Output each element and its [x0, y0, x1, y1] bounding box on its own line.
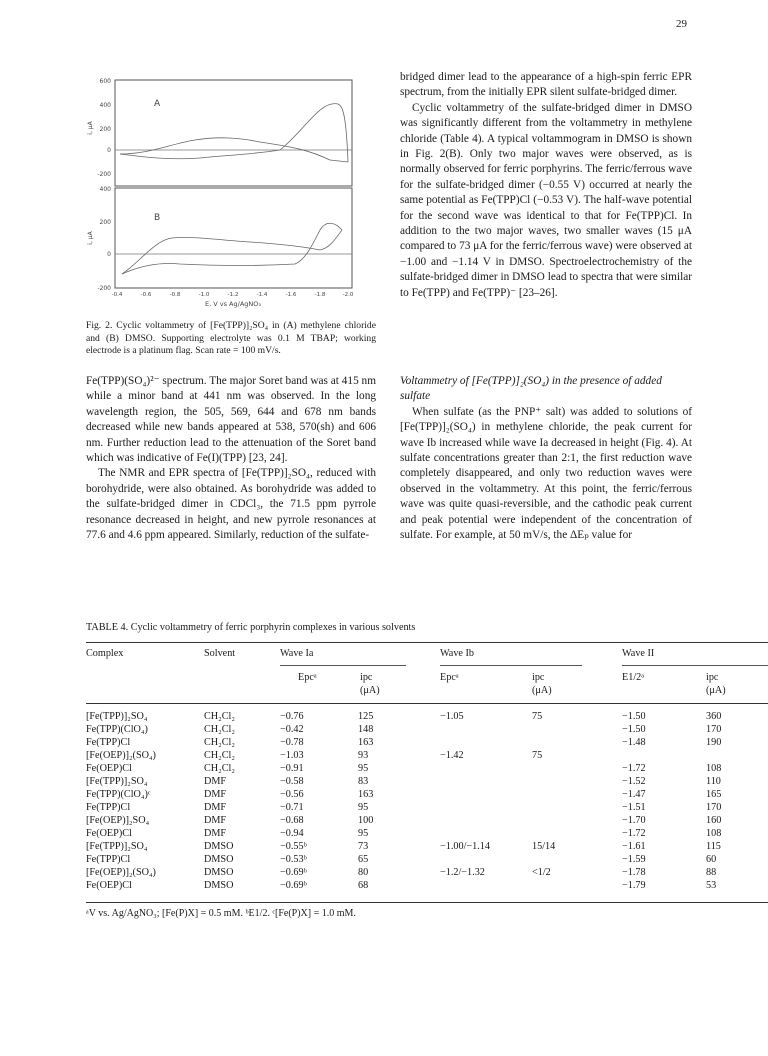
panel-b-ytick-0: 0: [107, 251, 111, 258]
panel-a-ytick-0: 0: [107, 147, 111, 154]
xtick-9: -2.0: [342, 292, 354, 298]
panel-a-ytick-neg200: -200: [97, 171, 111, 178]
table-cell: 170: [706, 724, 722, 735]
table-cell: 115: [706, 841, 721, 852]
table-cell: −1.72: [622, 763, 646, 774]
table-cell: 108: [706, 763, 722, 774]
panel-b-xlabel: E, V vs Ag/AgNO₃: [205, 300, 261, 308]
table-cell: −0.58: [280, 776, 304, 787]
table-cell: 83: [358, 776, 369, 787]
table-cell: [438, 880, 530, 893]
table-cell: −1.42: [440, 750, 464, 761]
table-row: [84, 776, 768, 789]
right-column-bottom: [400, 374, 692, 543]
table-cell: −1.50: [622, 724, 646, 735]
table-bottom-rule: [86, 902, 768, 903]
header-ia-ua: (μA): [360, 685, 380, 696]
table-cell: −1.03: [280, 750, 304, 761]
table-cell: [Fe(OEP)]₂(SO₄): [86, 750, 156, 761]
xtick-8: -1.8: [314, 292, 326, 298]
table-row: [84, 828, 768, 841]
table-cell: [438, 737, 530, 750]
table-cell: [438, 854, 530, 867]
panel-a-label: A: [154, 99, 161, 109]
figure-caption: Fig. 2. Cyclic voltammetry of [Fe(TPP)]₂SO₄ in (A) methylene chloride and (B) DMSO. Supporting electrolyte was 0.1 M TBAP; working electrode is a platinum flag. Scan rate = 100 mV/s.: [86, 320, 376, 357]
table-cell: [530, 828, 620, 841]
cv-table: [84, 711, 768, 893]
table-cell: −0.42: [280, 724, 304, 735]
table-cell: −1.70: [622, 815, 646, 826]
table-cell: Fe(TPP)Cl: [86, 854, 131, 865]
table-cell: [704, 750, 768, 763]
panel-a-ytick-400: 400: [99, 102, 111, 109]
table-cell: −0.94: [280, 828, 304, 839]
table-cell: −1.2/−1.32: [440, 867, 485, 878]
paragraph: The NMR and EPR spectra of [Fe(TPP)]₂SO₄, reduced with borohydride, were also obtained. As borohydride was added to the sulfate-bridged dimer in CDCl₃, the 71.5 ppm pyrrole resonance decreased in height, and new pyrrole resonances at 77.6 and 4.6 ppm appeared. Similarly, reduction of the sulfate-: [86, 467, 376, 542]
table-row: [84, 815, 768, 828]
table-cell: 360: [706, 711, 722, 722]
table-cell: [438, 802, 530, 815]
table-cell: 53: [706, 880, 717, 891]
table-cell: [530, 776, 620, 789]
xtick-2: -0.6: [140, 292, 152, 298]
header-ib-ipc: ipc: [532, 672, 545, 683]
table-cell: −1.51: [622, 802, 646, 813]
table-cell: 15/14: [532, 841, 556, 852]
table-cell: 95: [358, 802, 369, 813]
table-row: [84, 750, 768, 763]
table-cell: 73: [358, 841, 369, 852]
table-cell: DMF: [204, 776, 227, 787]
table-cell: DMF: [204, 815, 227, 826]
table-cell: 100: [358, 815, 374, 826]
figure-caption-block: [86, 320, 376, 358]
table-cell: DMF: [204, 828, 227, 839]
table-cell: DMSO: [204, 880, 234, 891]
table-cell: 60: [706, 854, 717, 865]
table-cell: −1.52: [622, 776, 646, 787]
paragraph: When sulfate (as the PNP⁺ salt) was added to solutions of [Fe(TPP)]₂(SO₄) in methylene chloride, the peak current for wave Ib increased while wave Ia decreased in height (Fig. 4). At sulfate concentrations greater than 2:1, the first reduction wave completely disappeared, and only two reduction waves were observed in the voltammetry. At this point, the ferric/ferrous wave was quite quasi-reversible, and the cathodic peak current and peak potential were independent of the concentration of sulfate. For example, at 50 mV/s, the ΔEₚ value for: [400, 405, 692, 542]
table-cell: −1.78: [622, 867, 646, 878]
table-cell: −1.59: [622, 854, 646, 865]
xtick-3: -0.8: [169, 292, 181, 298]
table-cell: Fe(TPP)Cl: [86, 737, 131, 748]
table-cell: −0.69ᵇ: [280, 880, 307, 891]
table-cell: [530, 802, 620, 815]
table-row: [84, 880, 768, 893]
table-cell: Fe(OEP)Cl: [86, 763, 132, 774]
paragraph: Cyclic voltammetry of the sulfate-bridged dimer in DMSO was significantly different from the voltammetry in methylene chloride (Table 4). A typical voltammogram in DMSO is shown in Fig. 2(B). Only two major waves were observed, as is normally observed for ferric porphyrins. The ferric/ferrous wave for the sulfate-bridged dimer (−0.55 V) occurred at nearly the same potential as Fe(TPP)Cl (−0.53 V). The half-wave potential for the second wave was identical to that for Fe(TPP)Cl. In addition to the two major waves, two smaller waves (15 μA compared to 73 μA for the ferric/ferrous wave) were observed at −1.00 and −1.14 V in DMSO. Spectroelectrochemistry of the sulfate-bridged dimer in DMSO lead to spectra that were similar to Fe(TPP) and Fe(TPP)⁻ [23–26].: [400, 101, 692, 299]
table-cell: [Fe(OEP)]₂(SO₄): [86, 867, 156, 878]
table-row: [84, 724, 768, 737]
table-cell: −0.71: [280, 802, 304, 813]
panel-b-trace-anodic: [122, 223, 342, 274]
table-cell: Fe(OEP)Cl: [86, 828, 132, 839]
table-cell: −0.91: [280, 763, 304, 774]
table-cell: −1.05: [440, 711, 464, 722]
table-caption: TABLE 4. Cyclic voltammetry of ferric porphyrin complexes in various solvents: [86, 622, 416, 633]
figure-2: [80, 70, 380, 310]
table-row: [84, 789, 768, 802]
table-cell: [Fe(TPP)]₂SO₄: [86, 776, 148, 787]
panel-b-ytick-neg200: -200: [97, 285, 111, 292]
left-column-bottom: [86, 374, 376, 543]
table-cell: CH₂Cl₂: [204, 724, 235, 735]
header-complex: Complex: [86, 648, 124, 659]
table-cell: CH₂Cl₂: [204, 750, 235, 761]
panel-a-ytick-600: 600: [99, 78, 111, 85]
table-footnote: ᵃV vs. Ag/AgNO₃; [Fe(P)X] = 0.5 mM. ᵇE1/2. ᶜ[Fe(P)X] = 1.0 mM.: [86, 908, 356, 919]
table-cell: <1/2: [532, 867, 551, 878]
table-cell: 163: [358, 789, 374, 800]
table-cell: [530, 789, 620, 802]
header-ii-e12: E1/2ᵃ: [622, 672, 645, 683]
table-cell: 65: [358, 854, 369, 865]
table-cell: [Fe(TPP)]₂SO₄: [86, 841, 148, 852]
table-cell: DMF: [204, 789, 227, 800]
table-cell: [530, 724, 620, 737]
table-cell: DMSO: [204, 867, 234, 878]
wave-ia-rule: [280, 665, 406, 666]
table-cell: −0.56: [280, 789, 304, 800]
table-cell: [438, 776, 530, 789]
table-cell: [Fe(TPP)]₂SO₄: [86, 711, 148, 722]
table-cell: [438, 828, 530, 841]
table-cell: Fe(TPP)(ClO₄): [86, 724, 148, 735]
table-row: [84, 854, 768, 867]
panel-a-ytick-200: 200: [99, 126, 111, 133]
table-cell: DMSO: [204, 841, 234, 852]
xtick-7: -1.6: [285, 292, 297, 298]
xtick-5: -1.2: [227, 292, 239, 298]
right-column-top: [400, 70, 692, 301]
table-cell: −0.68: [280, 815, 304, 826]
table-cell: −1.61: [622, 841, 646, 852]
table-cell: 125: [358, 711, 374, 722]
table-cell: 95: [358, 828, 369, 839]
table-cell: 93: [358, 750, 369, 761]
table-cell: [530, 737, 620, 750]
header-ia-epc: Epcᵃ: [298, 672, 317, 683]
panel-b-ytick-200: 200: [99, 219, 111, 226]
table-cell: 95: [358, 763, 369, 774]
table-cell: 160: [706, 815, 722, 826]
table-cell: −1.50: [622, 711, 646, 722]
table-cell: −1.72: [622, 828, 646, 839]
table-cell: 163: [358, 737, 374, 748]
xtick-4: -1.0: [198, 292, 210, 298]
header-solvent: Solvent: [204, 648, 236, 659]
wave-ib-rule: [440, 665, 582, 666]
table-cell: [438, 763, 530, 776]
table-body: [84, 711, 768, 893]
header-wave-ia: Wave Ia: [280, 648, 314, 659]
table-cell: DMSO: [204, 854, 234, 865]
xtick-1: -0.4: [111, 292, 123, 298]
header-ib-ua: (μA): [532, 685, 552, 696]
table-cell: 190: [706, 737, 722, 748]
table-row: [84, 737, 768, 750]
table-cell: CH₂Cl₂: [204, 763, 235, 774]
header-wave-ib: Wave Ib: [440, 648, 474, 659]
table-cell: [438, 815, 530, 828]
paragraph: bridged dimer lead to the appearance of a high-spin ferric EPR spectrum, from the initially EPR silent sulfate-bridged dimer.: [400, 71, 692, 99]
table-cell: −1.79: [622, 880, 646, 891]
section-heading: Voltammetry of [Fe(TPP)]₂(SO₄) in the presence of added sulfate: [400, 375, 662, 403]
table-cell: [438, 789, 530, 802]
table-row: [84, 711, 768, 724]
table-cell: Fe(TPP)Cl: [86, 802, 131, 813]
header-ii-ipc: ipc: [706, 672, 719, 683]
table-header-rule: [86, 703, 768, 704]
table-cell: DMF: [204, 802, 227, 813]
xtick-6: -1.4: [256, 292, 268, 298]
table-cell: [620, 750, 704, 763]
table-cell: −0.69ᵇ: [280, 867, 307, 878]
table-cell: [530, 854, 620, 867]
table-cell: Fe(OEP)Cl: [86, 880, 132, 891]
table-row: [84, 841, 768, 854]
panel-b-trace-cathodic: [122, 230, 342, 274]
table-cell: −0.55ᵇ: [280, 841, 307, 852]
wave-ii-rule: [622, 665, 768, 666]
table-cell: CH₂Cl₂: [204, 737, 235, 748]
table-cell: 80: [358, 867, 369, 878]
header-ib-epc: Epcᵃ: [440, 672, 459, 683]
table-cell: [530, 763, 620, 776]
table-cell: [530, 880, 620, 893]
panel-b-ytick-400: 400: [99, 186, 111, 193]
table-row: [84, 763, 768, 776]
table-cell: CH₂Cl₂: [204, 711, 235, 722]
table-cell: −0.76: [280, 711, 304, 722]
table-cell: 75: [532, 711, 543, 722]
table-cell: 68: [358, 880, 369, 891]
table-cell: 110: [706, 776, 721, 787]
table-cell: [438, 724, 530, 737]
table-row: [84, 867, 768, 880]
table-cell: 88: [706, 867, 717, 878]
table-cell: −0.78: [280, 737, 304, 748]
table-cell: −1.00/−1.14: [440, 841, 490, 852]
panel-b-ylabel: i, μA: [87, 231, 94, 245]
table-cell: 165: [706, 789, 722, 800]
table-cell: 75: [532, 750, 543, 761]
table-top-rule: [86, 642, 768, 643]
header-wave-ii: Wave II: [622, 648, 655, 659]
table-cell: [Fe(OEP)]₂SO₄: [86, 815, 150, 826]
panel-a-ylabel: i, μA: [87, 121, 94, 135]
paragraph: Fe(TPP)(SO₄)²⁻ spectrum. The major Soret band was at 415 nm while a minor band at 441 nm was observed. In the long wavelength region, the 505, 569, 644 and 678 nm bands decreased while new bands appeared at 538, 570(sh) and 606 nm. Further reduction lead to the attenuation of the Soret band which was indicative of Fe(I)(TPP) [23, 24].: [86, 375, 376, 465]
table-cell: Fe(TPP)(ClO₄)ᶜ: [86, 789, 151, 800]
table-row: [84, 802, 768, 815]
table-cell: [530, 815, 620, 828]
table-cell: −1.47: [622, 789, 646, 800]
header-ia-ipc: ipc: [360, 672, 373, 683]
table-cell: 170: [706, 802, 722, 813]
panel-b-label: B: [154, 213, 161, 223]
table-cell: −0.53ᵇ: [280, 854, 307, 865]
table-cell: 148: [358, 724, 374, 735]
cyclic-voltammogram-figure: [80, 70, 380, 310]
header-ii-ua: (μA): [706, 685, 726, 696]
table-cell: −1.48: [622, 737, 646, 748]
table-cell: 108: [706, 828, 722, 839]
page-number: 29: [676, 18, 687, 30]
